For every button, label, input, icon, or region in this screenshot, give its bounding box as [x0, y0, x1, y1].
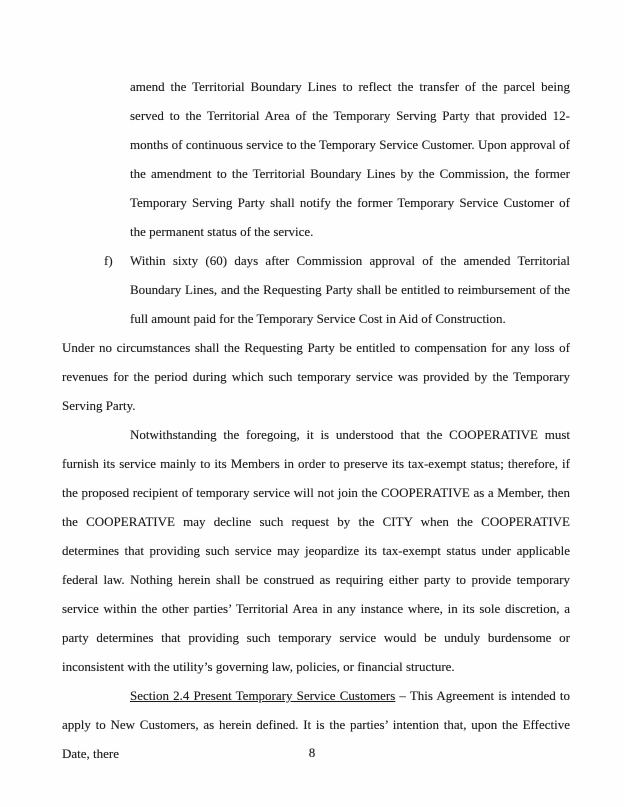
paragraph-notwithstanding: Notwithstanding the foregoing, it is understood that the COOPERATIVE must furnish its service mainly to its Members in order to preserve its tax-exempt status; therefore, if the proposed recipient of temporary service will not join the COOPERATIVE as a Member, then the COOPERATIVE may decline such request by the CITY when the COOPERATIVE determines that providing such service may jeopardize its tax-exempt status under applicable federal law. Nothing herein shall be construed as requiring either party to provide temporary service within the other parties’ Territorial Area in any instance where, in its sole discretion, a party determines that providing such temporary service would be unduly burdensome or inconsistent with the utility’s governing law, policies, or financial structure.	[62, 427, 570, 674]
list-item-marker: f)	[104, 253, 113, 268]
list-item-text: Within sixty (60) days after Commission approval of the amended Territorial Boundary Lines, and the Requesting Party shall be entitled to reimbursement of the full amount paid for the Temporary Service Cost in Aid of Construction.	[130, 253, 570, 326]
paragraph-text: amend the Territorial Boundary Lines to reflect the transfer of the parcel being served to the Territorial Area of the Temporary Serving Party that provided 12-months of continuous service to the Temporary Service Customer. Upon approval of the amendment to the Territorial Boundary Lines by the Commission, the former Temporary Serving Party shall notify the former Temporary Service Customer of the permanent status of the service.	[130, 79, 570, 239]
list-item-f	[104, 246, 570, 333]
section-2-4-text: – This Agreement is intended to apply to New Customers, as herein defined. It is the parties’ intention that, upon the Effective Date, there	[62, 688, 570, 761]
page-number: 8	[308, 745, 316, 760]
paragraph-item-e-continuation	[130, 72, 570, 246]
paragraph-under-no-circumstances: Under no circumstances shall the Requesting Party be entitled to compensation for any loss of revenues for the period during which such temporary service was provided by the Temporary Serving Party.	[62, 340, 570, 413]
section-2-4-heading: Section 2.4 Present Temporary Service Customers	[130, 688, 396, 703]
